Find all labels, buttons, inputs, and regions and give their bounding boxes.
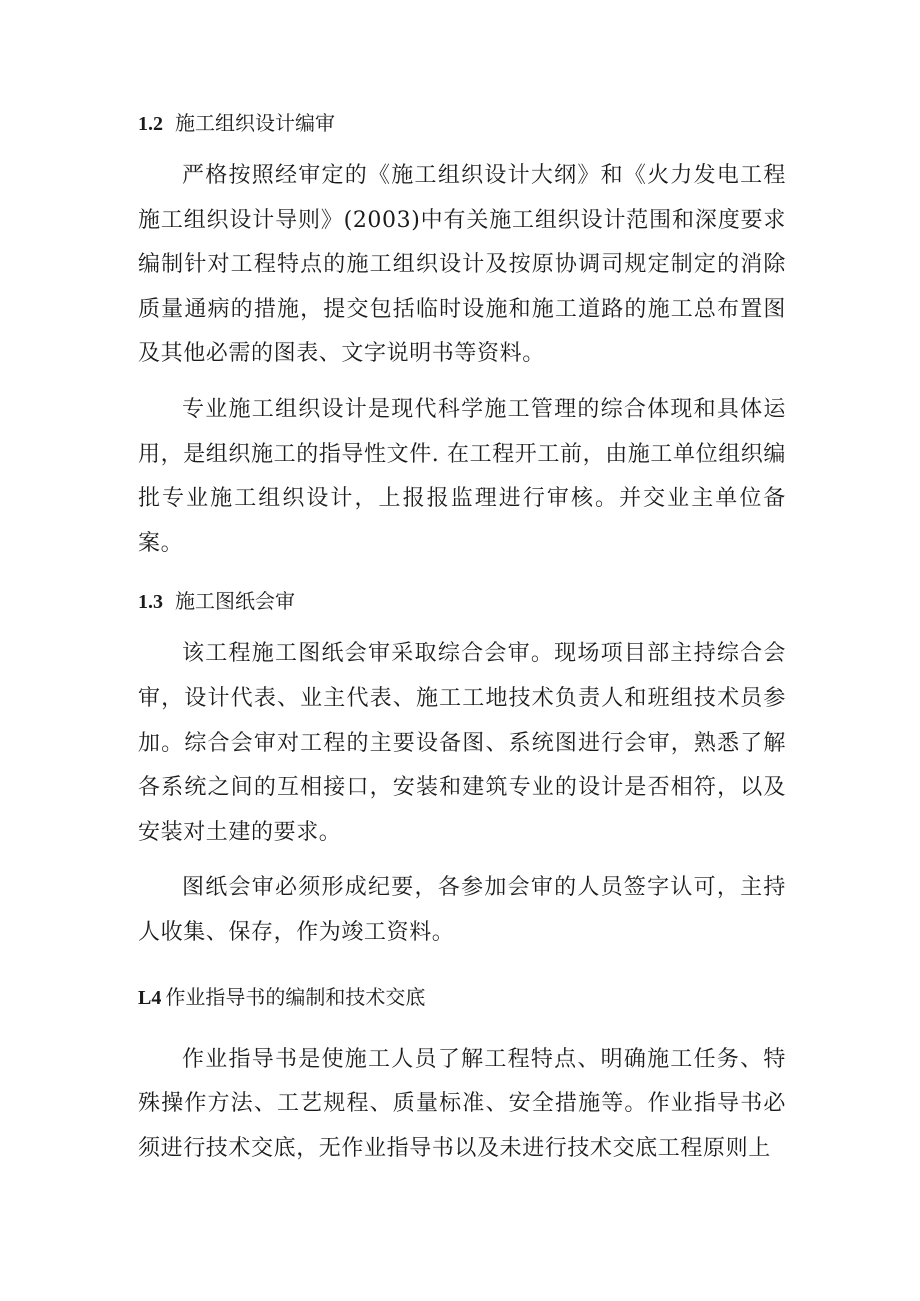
section-number: 1.2 [138, 113, 163, 135]
section-heading [138, 108, 786, 138]
paragraph: 图纸会审必须形成纪要，各参加会审的人员签字认可，主持人收集、保存，作为竣工资料。 [138, 875, 786, 945]
section-title: 作业指导书的编制和技术交底 [165, 984, 426, 1009]
section-number: L4 [138, 986, 162, 1009]
paragraph: 严格按照经审定的《施工组织设计大纲》和《火力发电工程施工组织设计导则》(2003)中有关施工组织设计范围和深度要求编制针对工程特点的施工组织设计及按原协调司规定制定的消除质量通病的措施，提交包括临时设施和施工道路的施工总布置图及其他必需的图表、文字说明书等资料。 [138, 163, 786, 367]
section-1-2 [138, 108, 786, 566]
section-number: 1.3 [138, 591, 163, 614]
document-page [138, 108, 786, 1171]
section-1-3 [138, 586, 786, 955]
paragraph: 该工程施工图纸会审采取综合会审。现场项目部主持综合会审，设计代表、业主代表、施工工地技术负责人和班组技术员参加。综合会审对工程的主要设备图、系统图进行会审，熟悉了解各系统之间的互相接口，安装和建筑专业的设计是否相符，以及安装对土建的要求。 [138, 641, 786, 845]
section-title: 施工组织设计编审 [175, 111, 335, 135]
section-1-4 [138, 982, 786, 1172]
section-heading [138, 586, 786, 616]
section-heading [138, 982, 786, 1012]
paragraph: 作业指导书是使施工人员了解工程特点、明确施工任务、特殊操作方法、工艺规程、质量标准、安全措施等。作业指导书必须进行技术交底，无作业指导书以及未进行技术交底工程原则上 [138, 1046, 786, 1161]
paragraph: 专业施工组织设计是现代科学施工管理的综合体现和具体运用，是组织施工的指导性文件. 在工程开工前，由施工单位组织编批专业施工组织设计，上报报监理进行审核。并交业主单位备案。 [138, 396, 786, 556]
section-title: 施工图纸会审 [175, 589, 295, 614]
